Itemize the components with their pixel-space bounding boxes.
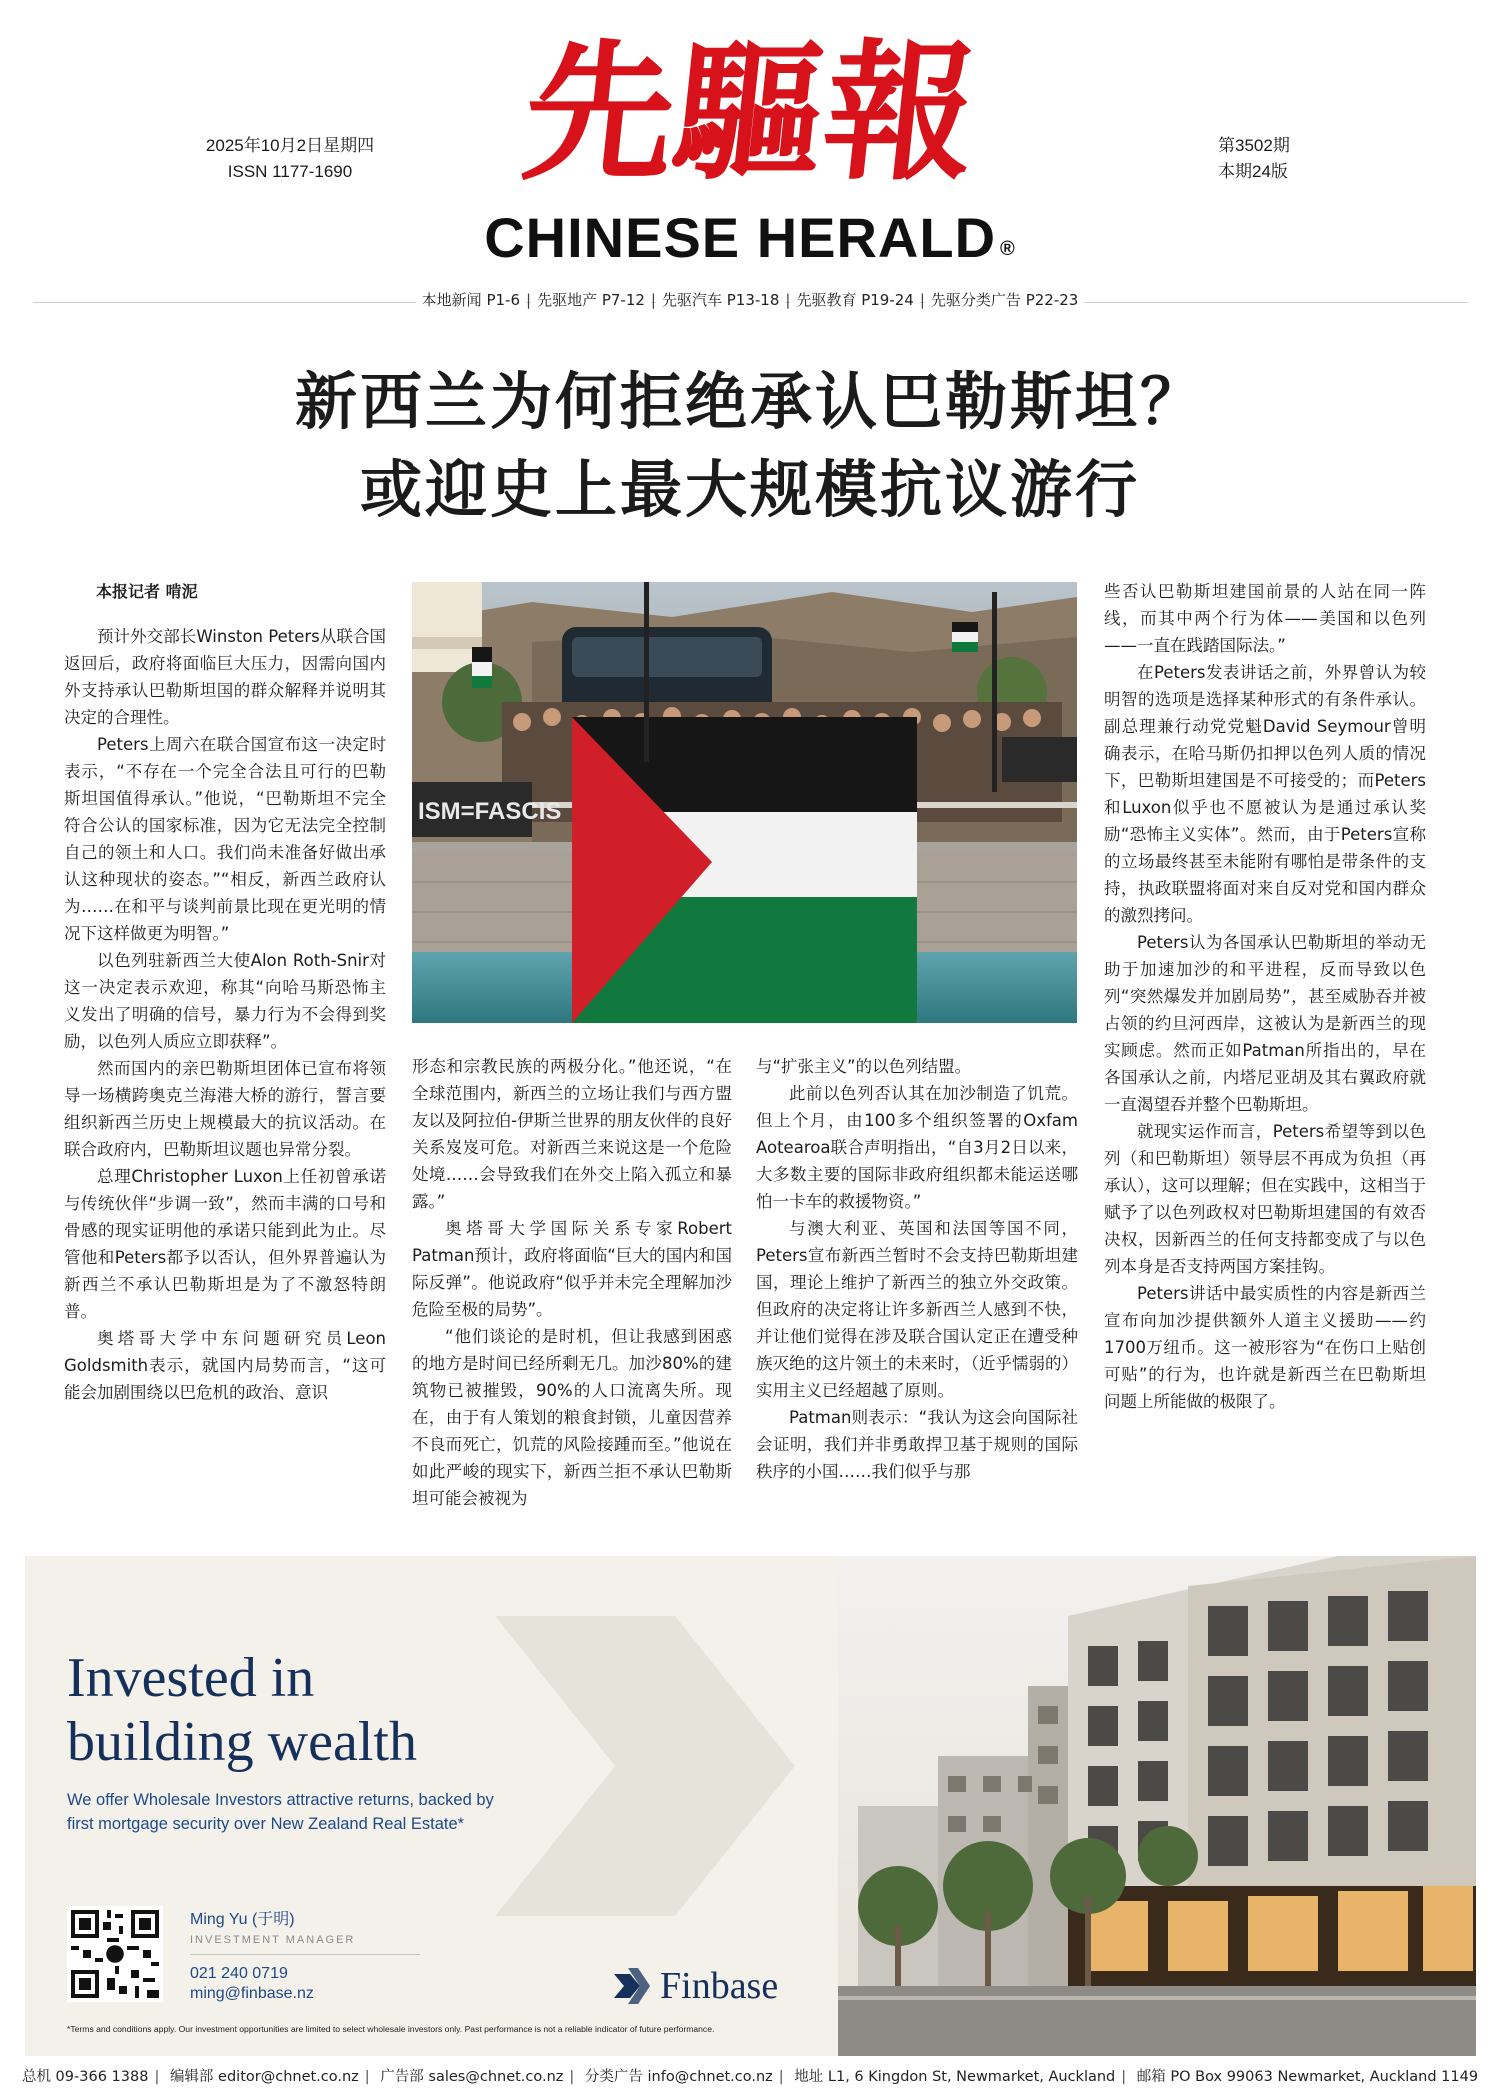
paragraph: Patman则表示：“我认为这会向国际社会证明，我们并非勇敢捍卫基于规则的国际秩序的小国……我们似乎与那 [756, 1408, 1078, 1481]
ad-subtitle: We offer Wholesale Investors attractive returns, backed by first mortgage security over New Zealand Real Estate* [67, 1791, 494, 1833]
section-link-classifieds[interactable]: 先驱分类广告 P22-23 [925, 289, 1084, 310]
paragraph: 预计外交部长Winston Peters从联合国返回后，政府将面临巨大压力，因需向国内外支持承认巴勒斯坦国的群众解释并说明其决定的合理性。 [64, 627, 386, 727]
page-count: 本期24版 [1218, 162, 1288, 181]
footer-switchboard: 总机 09-366 1388 [21, 2069, 149, 2085]
masthead-english-text: CHINESE HERALD [484, 206, 997, 269]
footer-sales[interactable]: 广告部 sales@chnet.co.nz [380, 2069, 564, 2085]
issue-number: 第3502期 [1218, 136, 1290, 155]
issn: ISSN 1177-1690 [227, 162, 353, 181]
section-link-property[interactable]: 先驱地产 P7-12 [531, 289, 651, 310]
paragraph: 些否认巴勒斯坦建国前景的人站在同一阵线，而其中两个行为体——美国和以色列——一直在践踏国际法。” [1104, 582, 1426, 655]
paragraph: 与澳大利亚、英国和法国等国不同，Peters宣布新西兰暂时不会支持巴勒斯坦建国，理论上维护了新西兰的独立外交政策。但政府的决定将让许多新西兰人感到不快，并让他们觉得在涉及联合国认定正在遭受种族灭绝的这片领土的未来时，（近乎懦弱的）实用主义已经超越了原则。 [756, 1219, 1078, 1400]
paragraph: 形态和宗教民族的两极分化。”他还说，“在全球范围内，新西兰的立场让我们与西方盟友以及阿拉伯-伊斯兰世界的朋友伙伴的良好关系岌岌可危。对新西兰来说这是一个危险处境……会导致我们在外交上陷入孤立和暴露。” [412, 1057, 732, 1211]
finbase-logo[interactable] [610, 1964, 779, 2012]
footer-address: 地址 L1, 6 Kingdon St, Newmarket, Auckland [794, 2069, 1116, 2085]
contact-name: Ming Yu (于明) [190, 1911, 295, 1928]
masthead-english-title [460, 205, 1040, 270]
paragraph: Peters讲话中最实质性的内容是新西兰宣布向加沙提供额外人道主义援助——约1700万纽币。这一被形容为“在伤口上贴创可贴”的行为，也许就是新西兰在巴勒斯坦问题上所能做的极限了。 [1104, 1284, 1426, 1411]
contact-email[interactable]: ming@finbase.nz [190, 1985, 314, 2002]
article-column-4 [1104, 578, 1426, 1415]
protest-photo [412, 582, 1077, 1023]
ad-headline-line-1: Invested in [67, 1647, 315, 1709]
paragraph: Peters上周六在联合国宣布这一决定时表示，“不存在一个完全合法且可行的巴勒斯坦国值得承认。”他说，“巴勒斯坦不完全符合公认的国家标准，因为它无法完全控制自己的领土和人口。我们尚未准备好做出承认这种现状的姿态。”“相反，新西兰政府认为……在和平与谈判前景比现在更光明的情况下这样做更为明智。” [64, 735, 386, 943]
headline [60, 358, 1440, 534]
registered-mark: ® [1000, 238, 1016, 260]
paragraph: 此前以色列否认其在加沙制造了饥荒。但上个月，由100多个组织签署的Oxfam Aotearoa联合声明指出，“自3月2日以来，大多数主要的国际非政府组织都未能运送哪怕一卡车的救援物资。” [756, 1084, 1078, 1211]
ad-headline [67, 1646, 587, 1774]
contact-role: INVESTMENT MANAGER [190, 1934, 356, 1946]
paragraph: 与“扩张主义”的以色列结盟。 [756, 1057, 972, 1076]
paragraph: 就现实运作而言，Peters希望等到以色列（和巴勒斯坦）领导层不再成为负担（再承认），这可以理解；但在实践中，这相当于赋予了以色列政权对巴勒斯坦建国的有效否决权，因新西兰的任何支持都变成了与以色列本身是否支持两国方案挂钩。 [1104, 1122, 1426, 1276]
byline: 本报记者 啃泥 [96, 582, 198, 601]
footer-editorial[interactable]: 编辑部 editor@chnet.co.nz [169, 2069, 359, 2085]
paragraph: 然而国内的亲巴勒斯坦团体已宣布将领导一场横跨奥克兰海港大桥的游行，誓言要组织新西兰历史上规模最大的抗议活动。在联合政府内，巴勒斯坦议题也异常分裂。 [64, 1059, 386, 1159]
section-link-auto[interactable]: 先驱汽车 P13-18 [656, 289, 785, 310]
headline-line-2: 或迎史上最大规模抗议游行 [359, 453, 1140, 526]
issue-date: 2025年10月2日星期四 [205, 136, 375, 155]
article-column-2 [412, 1053, 732, 1512]
issue-info-right [1218, 133, 1290, 185]
ad-headline-line-2: building wealth [67, 1711, 417, 1773]
issue-info-left [170, 133, 410, 185]
contact-phone[interactable]: 021 240 0719 [190, 1965, 288, 1982]
section-index: 本地新闻 P1-6 | 先驱地产 P7-12 | 先驱汽车 P13-18 | 先驱教育 P19-24 | 先驱分类广告 P22-23 [0, 289, 1500, 310]
contact-footer: 总机 09-366 1388 | 编辑部 editor@chnet.co.nz | 广告部 sales@chnet.co.nz | 分类广告 info@chnet.co.nz | 地址 L1, 6 Kingdon St, Newmarket, Auckland | 邮箱 PO Box 99063 Newmarket, Auckland 1149 [21, 2069, 1479, 2085]
headline-line-1: 新西兰为何拒绝承认巴勒斯坦？ [294, 365, 1205, 438]
contact-divider [190, 1954, 420, 1955]
paragraph: 总理Christopher Luxon上任初曾承诺与传统伙伴“步调一致”，然而丰满的口号和骨感的现实证明他的承诺只能到此为止。尽管他和Peters都予以否认，但外界普遍认为新西兰不承认巴勒斯坦是为了不激怒特朗普。 [64, 1167, 386, 1321]
protest-banner-text: ISM=FASCIS [418, 798, 562, 825]
apartment-building-image [838, 1556, 1476, 2056]
section-link-education[interactable]: 先驱教育 P19-24 [790, 289, 919, 310]
qr-code-icon[interactable] [67, 1906, 163, 2002]
section-link-local-news[interactable]: 本地新闻 P1-6 [416, 289, 526, 310]
finbase-logo-icon [610, 1964, 654, 2008]
paragraph: 奥塔哥大学国际关系专家Robert Patman预计，政府将面临“巨大的国内和国际反弹”。他说政府“似乎并未完全理解加沙危险至极的局势”。 [412, 1219, 732, 1319]
paragraph: “他们谈论的是时机，但让我感到困惑的地方是时间已经所剩无几。加沙80%的建筑物已被摧毁，90%的人口流离失所。现在，由于有人策划的粮食封锁，儿童因营养不良而死亡，饥荒的风险接踵而至。”他说在如此严峻的现实下，新西兰拒不承认巴勒斯坦可能会被视为 [412, 1327, 732, 1508]
footer-classifieds[interactable]: 分类广告 info@chnet.co.nz [584, 2069, 773, 2085]
paragraph: 奥塔哥大学中东问题研究员Leon Goldsmith表示，就国内局势而言，“这可能会加剧围绕以巴危机的政治、意识 [64, 1329, 386, 1402]
paragraph: 在Peters发表讲话之前，外界曾认为较明智的选项是选择某种形式的有条件承认。副总理兼行动党党魁David Seymour曾明确表示，在哈马斯仍扣押以色列人质的情况下，巴勒斯坦建国是不可接受的；而Peters和Luxon似乎也不愿被认为是通过承认奖励“恐怖主义实体”。然而，由于Peters宣称的立场最终甚至未能附有哪怕是带条件的支持，执政联盟将面对来自反对党和国内群众的激烈拷问。 [1104, 663, 1426, 925]
footer-po-box: 邮箱 PO Box 99063 Newmarket, Auckland 1149 [1136, 2069, 1479, 2085]
paragraph: 以色列驻新西兰大使Alon Roth-Snir对这一决定表示欢迎，称其“向哈马斯恐怖主义发出了明确的信号，暴力行为不会得到奖励，以色列人质应立即获释”。 [64, 951, 386, 1051]
article-column-3 [756, 1053, 1078, 1485]
terms-disclaimer: *Terms and conditions apply. Our investment opportunities are limited to select wholesale investors only. Past performance is not a reliable indicator of future performance. [67, 2024, 715, 2034]
masthead-chinese-title: 先驅報 [515, 25, 985, 201]
paragraph: Peters认为各国承认巴勒斯坦的举动无助于加速加沙的和平进程，反而导致以色列“突然爆发并加剧局势”，甚至威胁吞并被占领的约旦河西岸，这被认为是新西兰的现实顾虑。然而正如Patman所指出的，早在各国承认之前，内塔尼亚胡及其右翼政府就一直渴望吞并整个巴勒斯坦。 [1104, 933, 1426, 1114]
finbase-advertisement[interactable] [25, 1556, 1476, 2056]
finbase-wordmark: Finbase [660, 1965, 779, 2007]
article-column-1 [64, 578, 386, 1406]
